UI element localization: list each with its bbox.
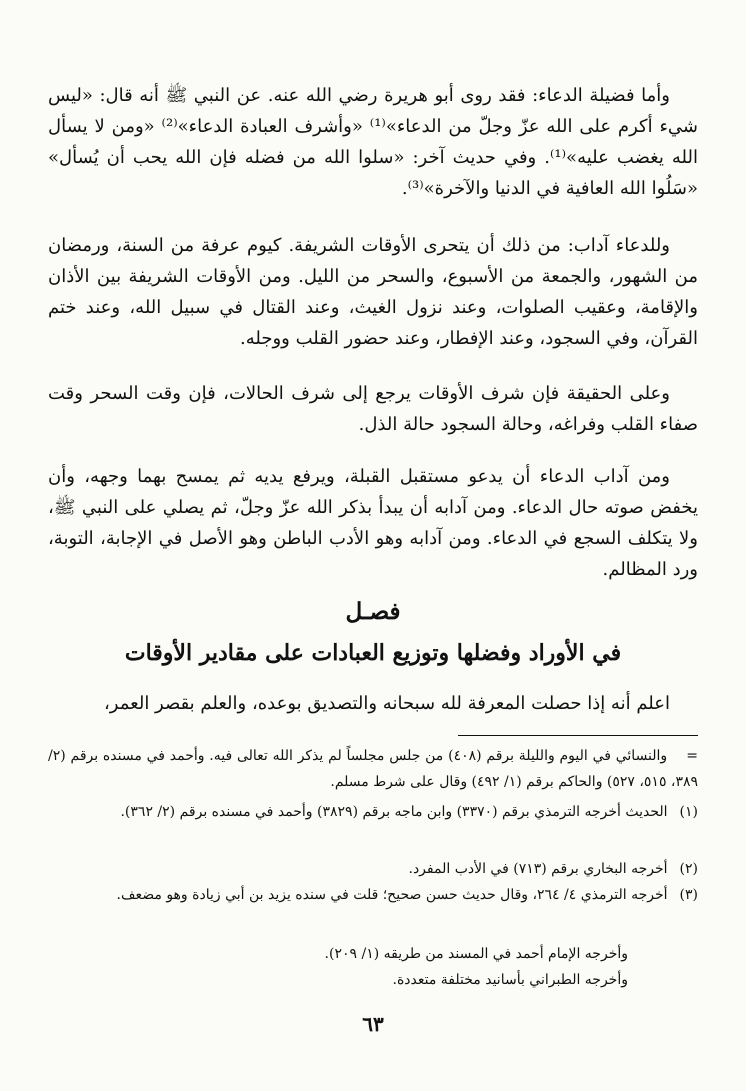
footnote-3-continuation <box>48 941 628 993</box>
paragraph-text: ومن آداب الدعاء أن يدعو مستقبل القبلة، ويرفع يديه ثم يمسح بهما وجهه، وأن يخفض صوته حال الدعاء. ومن آدابه أن يبدأ بذكر الله عزّ وجلّ، ثم يصلي على النبي ﷺ، ولا يتكلف السجع في الدعاء. ومن آدابه وهو الأدب الباطن وهو الأصل في الإجابة، التوبة، ورد المظالم. <box>48 466 698 580</box>
footnote-marker: (٢) <box>679 861 698 877</box>
paragraph-text: وللدعاء آداب: من ذلك أن يتحرى الأوقات الشريفة. كيوم عرفة من السنة، ورمضان من الشهور، والجمعة من الأسبوع، والسحر من الليل. ومن الأوقات الشريفة بين الأذان والإقامة، وعقيب الصلوات، وعند نزول الغيث، وعند القتال في سبيل الله، وعند ختم القرآن، وفي السجود، وعند الإفطار، وعند حضور القلب ووجله. <box>48 235 698 349</box>
footnote-1 <box>48 799 698 825</box>
paragraph-text: وعلى الحقيقة فإن شرف الأوقات يرجع إلى شرف الحالات، فإن وقت السحر وقت صفاء القلب وفراغه، وحالة السجود حالة الذل. <box>48 383 698 435</box>
footnote-marker: (١) <box>679 804 698 820</box>
footnote-divider <box>458 735 698 736</box>
footnote-marker: = <box>686 748 698 764</box>
paragraph-text: اعلم أنه إذا حصلت المعرفة لله سبحانه والتصديق بوعده، والعلم بقصر العمر، <box>104 693 670 714</box>
paragraph-supplication-manners <box>48 461 698 585</box>
footnote-text: أخرجه البخاري برقم (٧١٣) في الأدب المفرد. <box>408 861 668 877</box>
page-number: ٦٣ <box>362 1012 384 1036</box>
footnote-3 <box>48 882 698 908</box>
footnote-text: والنسائي في اليوم والليلة برقم (٤٠٨) من جلس مجلساً لم يذكر الله تعالى فيه. وأحمد في مسنده برقم (٢/ ٣٨٩، ٥١٥، ٥٢٧) والحاكم برقم (١/ ٤٩٢) وقال على شرط مسلم. <box>48 748 698 790</box>
footnote-line: وأخرجه الإمام أحمد في المسند من طريقه (١/ ٢٠٩). <box>324 946 628 962</box>
footnote-text: الحديث أخرجه الترمذي برقم (٣٣٧٠) وابن ماجه برقم (٣٨٢٩) وأحمد في مسنده برقم (٢/ ٣٦٢). <box>120 804 668 820</box>
paragraph-supplication-virtue <box>48 80 698 204</box>
footnote-marker: (٣) <box>679 887 698 903</box>
paragraph-times-states <box>48 378 698 440</box>
footnote-text: أخرجه الترمذي ٤/ ٢٦٤، وقال حديث حسن صحيح؛ قلت في سنده يزيد بن أبي زيادة وهو مضعف. <box>116 887 668 903</box>
footnote-2 <box>48 856 698 882</box>
paragraph-section-intro <box>48 688 698 719</box>
footnote-line: وأخرجه الطبراني بأسانيد مختلفة متعددة. <box>392 972 628 988</box>
section-heading: فصـل <box>345 598 401 625</box>
paragraph-text: وأما فضيلة الدعاء: فقد روى أبو هريرة رضي الله عنه. عن النبي ﷺ أنه قال: «ليس شيء أكرم على الله عزّ وجلّ من الدعاء»⁽¹⁾ «وأشرف العبادة الدعاء»⁽²⁾ «ومن لا يسأل الله يغضب عليه»⁽¹⁾. وفي حديث آخر: «سلوا الله من فضله فإن الله يحب أن يُسأل» «سَلُوا الله العافية في الدنيا والآخرة»⁽³⁾. <box>48 85 698 199</box>
footnote-continued <box>48 743 698 795</box>
section-subheading: في الأوراد وفضلها وتوزيع العبادات على مقادير الأوقات <box>124 640 622 666</box>
paragraph-supplication-etiquette <box>48 230 698 354</box>
